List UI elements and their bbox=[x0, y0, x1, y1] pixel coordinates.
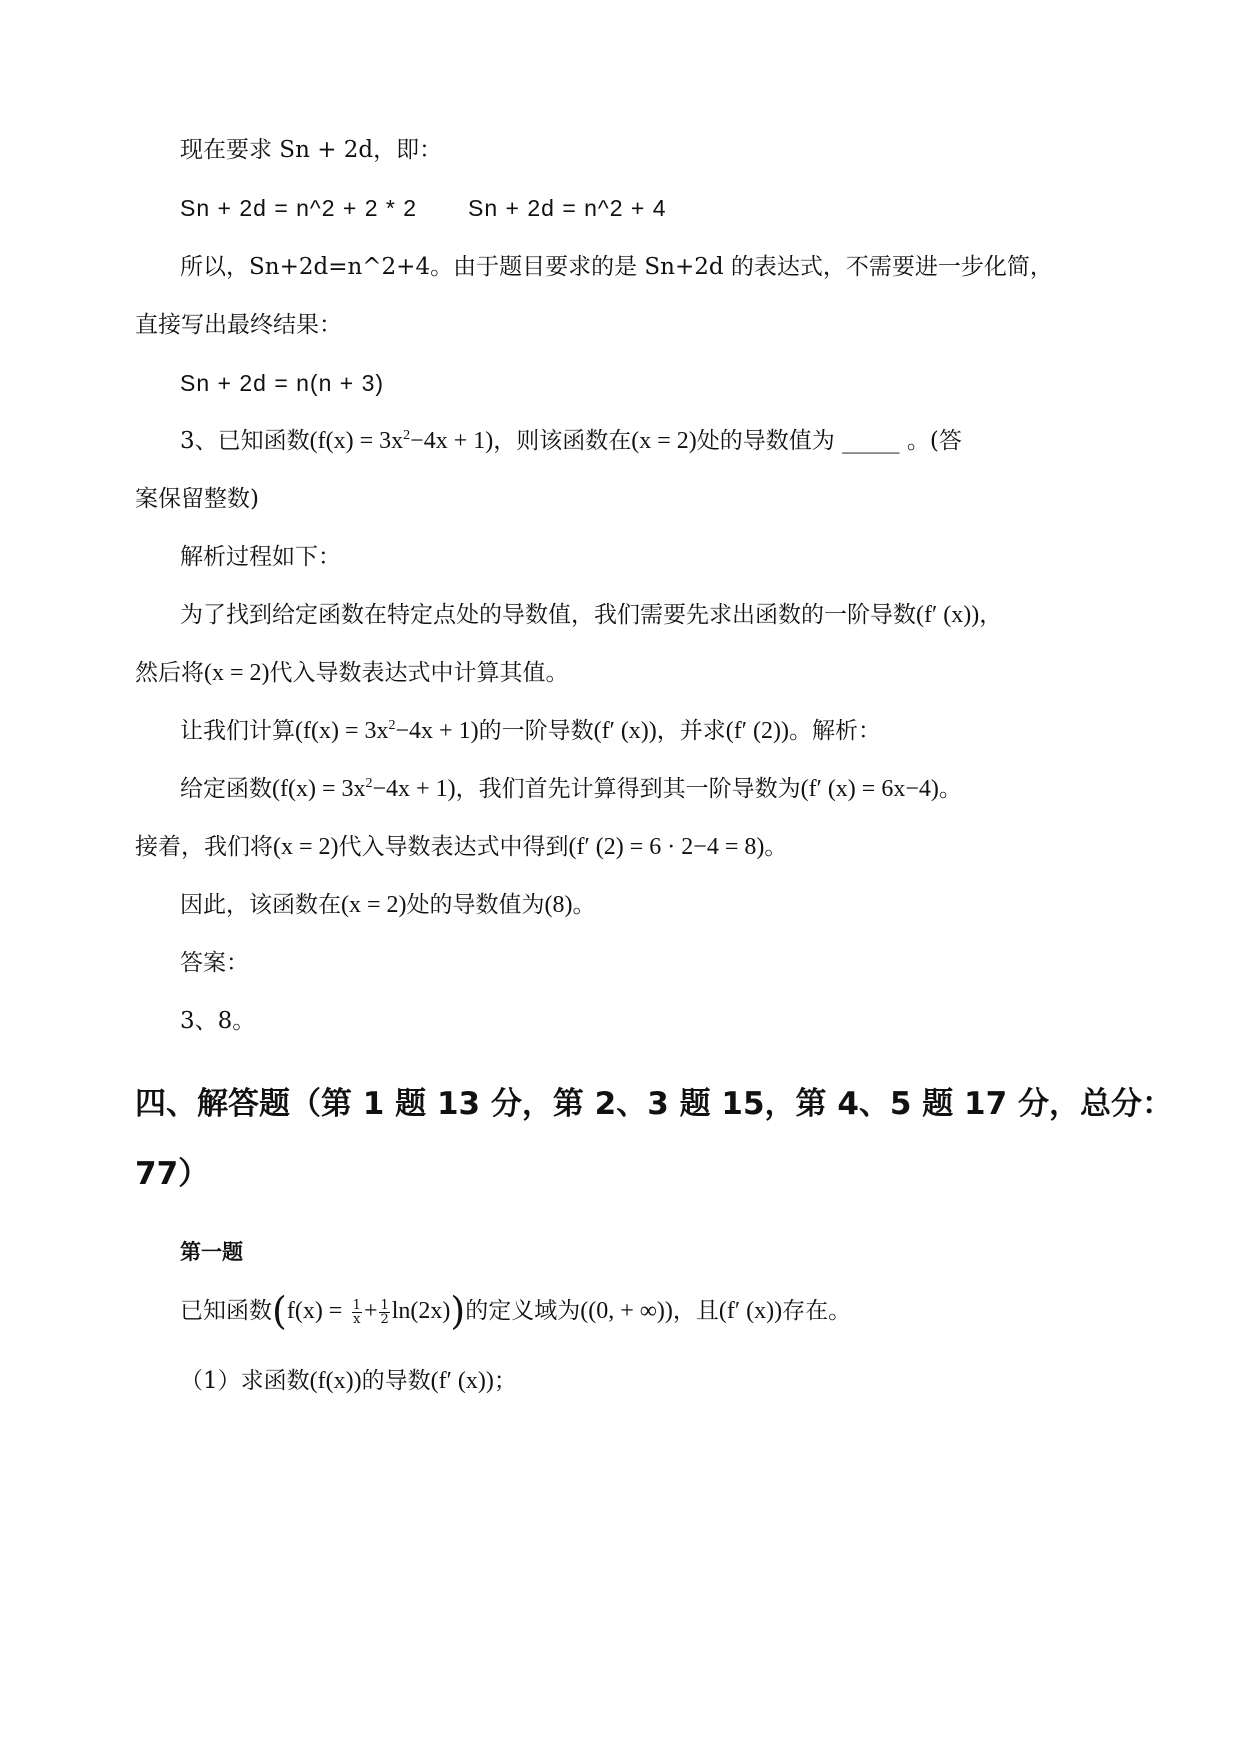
text: 代入导数表达式中计算其值。 bbox=[269, 660, 569, 686]
text: 的导数 bbox=[361, 1368, 431, 1394]
formula: (f′ (x)) bbox=[718, 1298, 783, 1324]
text: 案保留整数) bbox=[135, 486, 259, 512]
heading-text: 第一题 bbox=[180, 1240, 243, 1264]
text: ，且 bbox=[672, 1298, 719, 1324]
text: ，则该函数在 bbox=[493, 428, 632, 454]
formula: (f(x)) bbox=[309, 1368, 362, 1394]
formula: (f′ (x) = 6x−4) bbox=[800, 776, 939, 802]
text-line bbox=[180, 600, 1002, 630]
text-line bbox=[180, 1006, 255, 1036]
text-line bbox=[180, 716, 881, 746]
section-heading-cont bbox=[135, 1154, 209, 1194]
text: 给定函数 bbox=[180, 776, 272, 802]
text: 为了找到给定函数在特定点处的导数值，我们需要先求出函数的一阶导数 bbox=[180, 602, 916, 628]
formula bbox=[295, 718, 479, 744]
formula-part: f(x) = bbox=[286, 1298, 343, 1324]
text: 。 bbox=[764, 834, 788, 860]
sub-question bbox=[180, 1366, 517, 1396]
exponent: 2 bbox=[365, 776, 373, 791]
text-line bbox=[180, 252, 1053, 282]
formula-part: −4x + 1) bbox=[372, 776, 456, 802]
text: ， bbox=[979, 602, 1003, 628]
text-line bbox=[135, 484, 259, 514]
text-line bbox=[180, 774, 962, 804]
formula-part: (f(x) = 3x bbox=[309, 428, 404, 454]
denominator: x bbox=[353, 1311, 361, 1327]
text: 。 bbox=[938, 776, 962, 802]
formula-part: −4x + 1) bbox=[410, 428, 494, 454]
text: 然后将 bbox=[135, 660, 204, 686]
text: 代入导数表达式中得到 bbox=[338, 834, 569, 860]
text: ，并求 bbox=[656, 718, 726, 744]
exponent: 2 bbox=[403, 428, 411, 443]
formula: (f′ (2)) bbox=[725, 718, 790, 744]
text: 直接写出最终结果： bbox=[135, 312, 342, 338]
text: 接着，我们将 bbox=[135, 834, 273, 860]
text: 处的导数值为 bbox=[406, 892, 545, 918]
text-line bbox=[180, 948, 249, 978]
text: ，我们首先计算得到其一阶导数为 bbox=[455, 776, 801, 802]
formula: (8) bbox=[544, 892, 573, 918]
formula: (x = 2) bbox=[204, 660, 270, 686]
text-line bbox=[135, 658, 569, 688]
heading-text: 四、解答题（第 1 题 13 分，第 2、3 题 15，第 4、5 题 17 分，总分： bbox=[135, 1086, 1173, 1122]
text-line bbox=[180, 135, 442, 165]
equation: Sn + 2d = n^2 + 2 * 2 bbox=[180, 195, 418, 221]
section-heading bbox=[135, 1084, 1173, 1124]
text: 的一阶导数 bbox=[478, 718, 594, 744]
text: 。 bbox=[572, 892, 596, 918]
text: 的定义域为 bbox=[465, 1298, 581, 1324]
text-line bbox=[180, 542, 341, 572]
text: 已知函数 bbox=[180, 1298, 272, 1324]
formula: (f′ (x)) bbox=[916, 602, 980, 628]
text: 所以，Sn+2d=n^2+4。由于题目要求的是 Sn+2d 的表达式，不需要进一步化简， bbox=[180, 254, 1053, 280]
text: 解析过程如下： bbox=[180, 544, 341, 570]
text: （1）求函数 bbox=[180, 1368, 310, 1394]
text: 现在要求 Sn + 2d，即： bbox=[180, 137, 443, 163]
text: 让我们计算 bbox=[180, 718, 295, 744]
text: 3、已知函数 bbox=[180, 428, 310, 454]
formula: (f′ (x)) bbox=[593, 718, 657, 744]
formula: (x = 2) bbox=[631, 428, 697, 454]
formula-part: −4x + 1) bbox=[395, 718, 479, 744]
exponent: 2 bbox=[388, 718, 396, 733]
formula: ((0, + ∞)) bbox=[580, 1298, 673, 1324]
equation-line bbox=[180, 193, 417, 223]
text: 答案： bbox=[180, 950, 249, 976]
right-paren: ) bbox=[450, 1289, 466, 1333]
formula-part: (f(x) = 3x bbox=[272, 776, 366, 802]
numerator: 1 bbox=[380, 1297, 389, 1313]
denominator: 2 bbox=[380, 1311, 389, 1327]
fraction bbox=[379, 1299, 389, 1326]
text-line bbox=[135, 832, 787, 862]
heading-text: 77） bbox=[135, 1156, 210, 1192]
formula-part: (f(x) = 3x bbox=[295, 718, 389, 744]
text: 3、8。 bbox=[180, 1008, 256, 1034]
formula bbox=[272, 776, 456, 802]
text: 因此，该函数在 bbox=[180, 892, 341, 918]
left-paren: ( bbox=[272, 1289, 287, 1333]
equation: Sn + 2d = n^2 + 4 bbox=[468, 195, 667, 221]
text-line bbox=[180, 890, 596, 920]
equation-line bbox=[468, 193, 667, 223]
plus-sign: + bbox=[363, 1298, 378, 1324]
formula: (f′ (x)) bbox=[430, 1368, 494, 1394]
formula bbox=[310, 428, 494, 454]
equation-line bbox=[180, 368, 384, 398]
question-3 bbox=[180, 426, 962, 456]
equation: Sn + 2d = n(n + 3) bbox=[180, 370, 385, 396]
formula: (x = 2) bbox=[273, 834, 339, 860]
text: 存在。 bbox=[782, 1298, 852, 1324]
text: ； bbox=[493, 1368, 517, 1394]
fraction bbox=[352, 1299, 362, 1326]
formula: (x = 2) bbox=[341, 892, 407, 918]
formula-part: ln(2x) bbox=[391, 1298, 451, 1324]
problem-statement bbox=[180, 1289, 852, 1333]
text-line bbox=[135, 310, 342, 340]
text: 。解析： bbox=[789, 718, 882, 744]
numerator: 1 bbox=[352, 1297, 361, 1313]
sub-heading bbox=[180, 1236, 243, 1266]
text: 处的导数值为 _____ 。(答 bbox=[696, 428, 962, 454]
formula: (f′ (2) = 6 · 2−4 = 8) bbox=[568, 834, 765, 860]
